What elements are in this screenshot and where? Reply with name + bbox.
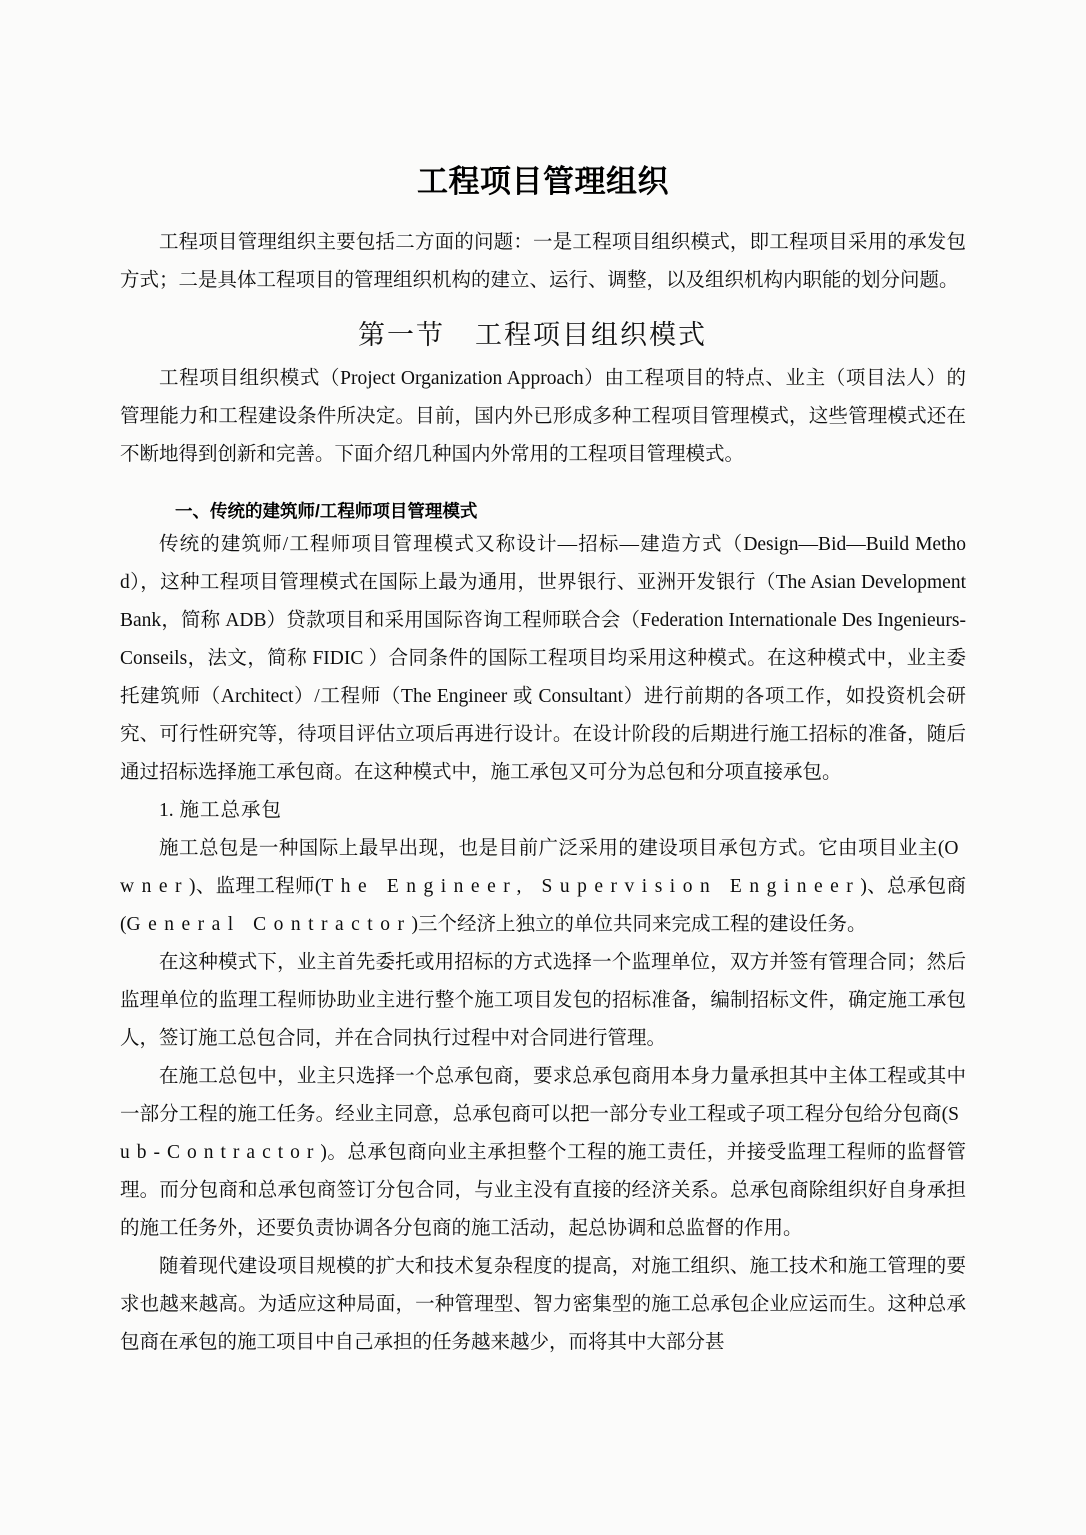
page-title: 工程项目管理组织 <box>417 164 669 199</box>
subsection-heading: 一、传统的建筑师/工程师项目管理模式 <box>175 501 478 521</box>
term-the-engineer-supervision-engineer: The Engineer, Supervision Engineer <box>321 876 861 897</box>
item1-paragraph-3 <box>120 1058 966 1248</box>
paragraph-text-a: 施工总包是一种国际上最早出现，也是目前广泛采用的建设项目承包方式。它由项目业主( <box>159 838 945 859</box>
paragraph3-text-b: )。总承包商向业主承担整个工程的施工责任，并接受监理工程师的监督管理。而分包商和总承包商签订分包合同，与业主没有直接的经济关系。总承包商除组织好自身承担的施工任务外，还要负责协调各分包商的施工活动，起总协调和总监督的作用。 <box>120 1142 966 1239</box>
intro-paragraph: 工程项目管理组织主要包括二方面的问题：一是工程项目组织模式，即工程项目采用的承发包方式；二是具体工程项目的管理组织机构的建立、运行、调整，以及组织机构内职能的划分问题。 <box>120 232 966 291</box>
term-sub-contractor: Sub-Contractor <box>120 1104 966 1163</box>
subsection-paragraph: 传统的建筑师/工程师项目管理模式又称设计—招标—建造方式（Design—Bid—Build Method），这种工程项目管理模式在国际上最为通用，世界银行、亚洲开发银行（The Asian Development Bank，简称 ADB）贷款项目和采用国际咨询工程师联合会（Federation Internationale Des Ingenieurs-Conseils，法文，简称 FIDIC ）合同条件的国际工程项目均采用这种模式。在这种模式中，业主委托建筑师（Architect）/工程师（The Engineer 或 Consultant）进行前期的各项工作，如投资机会研究、可行性研究等，待项目评估立项后再进行设计。在设计阶段的后期进行施工招标的准备，随后通过招标选择施工承包商。在这种模式中，施工承包又可分为总包和分项直接承包。 <box>120 534 966 783</box>
list-item-title: 施工总承包 <box>179 800 283 821</box>
section-title: 工程项目组织模式 <box>475 320 707 351</box>
paragraph-text-c: )、总承包商( <box>120 876 966 935</box>
section-number: 第一节 <box>358 320 445 351</box>
term-general-contractor: General Contractor <box>126 914 412 935</box>
paragraph-text-b: )、监理工程师( <box>188 876 322 897</box>
page-content <box>120 0 966 1362</box>
section-heading <box>120 300 966 360</box>
paragraph3-text-a: 在施工总包中，业主只选择一个总承包商，要求总承包商用本身力量承担其中主体工程或其中一部分工程的施工任务。经业主同意，总承包商可以把一部分专业工程或子项工程分包给分包商( <box>120 1066 966 1125</box>
item1-paragraph-2: 在这种模式下，业主首先委托或用招标的方式选择一个监理单位，双方并签有管理合同；然后监理单位的监理工程师协助业主进行整个施工项目发包的招标准备，编制招标文件，确定施工承包人，签订施工总包合同，并在合同执行过程中对合同进行管理。 <box>120 952 966 1049</box>
item1-paragraph-1 <box>120 830 966 944</box>
list-item-1 <box>120 792 966 830</box>
item1-paragraph-4: 随着现代建设项目规模的扩大和技术复杂程度的提高，对施工组织、施工技术和施工管理的要求也越来越高。为适应这种局面，一种管理型、智力密集型的施工总承包企业应运而生。这种总承包商在承包的施工项目中自己承担的任务越来越少，而将其中大部分甚 <box>120 1256 966 1353</box>
list-item-number: 1. <box>159 800 174 821</box>
section-paragraph: 工程项目组织模式（Project Organization Approach）由工程项目的特点、业主（项目法人）的管理能力和工程建设条件所决定。目前，国内外已形成多种工程项目管理模式，这些管理模式还在不断地得到创新和完善。下面介绍几种国内外常用的工程项目管理模式。 <box>120 368 966 465</box>
paragraph-text-d: )三个经济上独立的单位共同来完成工程的建设任务。 <box>411 914 867 935</box>
term-owner: Owner <box>120 838 966 897</box>
